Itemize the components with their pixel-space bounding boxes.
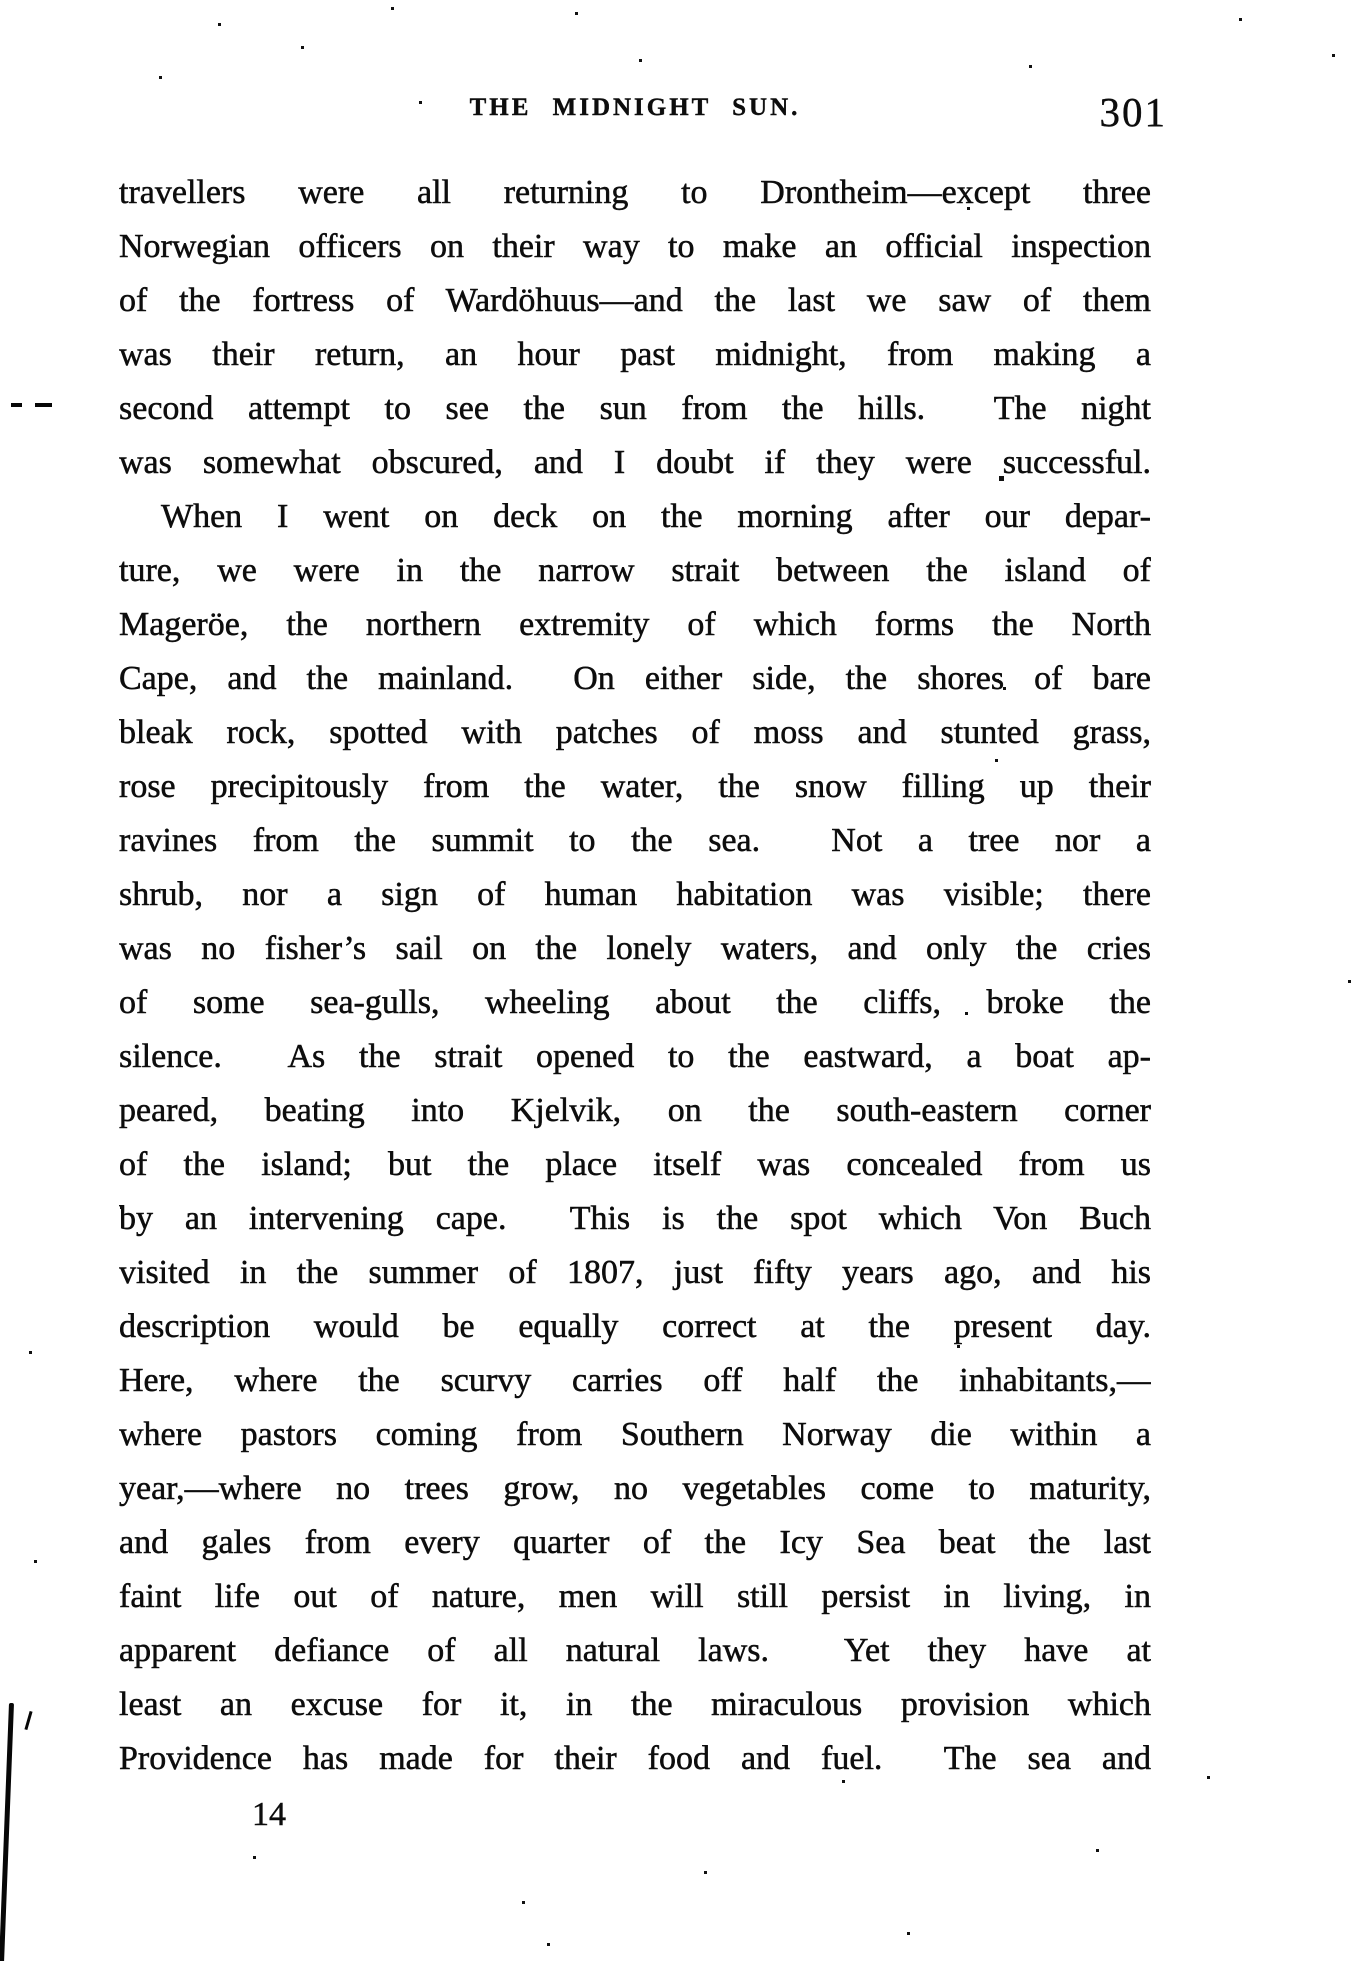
text-line: and gales from every quarter of the Icy Sea beat the last bbox=[119, 1524, 1151, 1561]
text-line: ravines from the summit to the sea. Not a tree nor a bbox=[119, 822, 1151, 859]
margin-mark-dash bbox=[35, 403, 52, 407]
signature-mark: 14 bbox=[252, 1796, 286, 1833]
text-line: year,—where no trees grow, no vegetables come to maturity, bbox=[119, 1470, 1151, 1507]
page-number: 301 bbox=[1099, 89, 1167, 135]
page-body bbox=[119, 166, 1151, 1786]
margin-mark-dash bbox=[11, 403, 22, 407]
running-header-title: THE MIDNIGHT SUN. bbox=[469, 94, 801, 121]
text-line: Norwegian officers on their way to make an official inspection bbox=[119, 228, 1151, 265]
text-line: was no fisher’s sail on the lonely waters, and only the cries bbox=[119, 930, 1151, 967]
text-line: second attempt to see the sun from the hills. The night bbox=[119, 390, 1151, 427]
text-line: peared, beating into Kjelvik, on the south-eastern corner bbox=[119, 1092, 1151, 1129]
text-line: visited in the summer of 1807, just fifty years ago, and his bbox=[119, 1254, 1151, 1291]
text-line: ture, we were in the narrow strait between the island of bbox=[119, 552, 1151, 589]
text-line: was their return, an hour past midnight, from making a bbox=[119, 336, 1151, 373]
text-line: faint life out of nature, men will still persist in living, in bbox=[119, 1578, 1151, 1615]
text-line: bleak rock, spotted with patches of moss and stunted grass, bbox=[119, 714, 1151, 751]
text-line: of the fortress of Wardöhuus—and the last we saw of them bbox=[119, 282, 1151, 319]
text-line: least an excuse for it, in the miraculous provision which bbox=[119, 1686, 1151, 1723]
text-line: Mageröe, the northern extremity of which forms the North bbox=[119, 606, 1151, 643]
margin-mark-slash bbox=[24, 1711, 32, 1730]
text-line: Here, where the scurvy carries off half the inhabitants,— bbox=[119, 1362, 1151, 1399]
text-line: of the island; but the place itself was concealed from us bbox=[119, 1146, 1151, 1183]
text-line: by an intervening cape. This is the spot which Von Buch bbox=[119, 1200, 1151, 1237]
text-line: When I went on deck on the morning after our depar- bbox=[161, 498, 1151, 535]
text-line: where pastors coming from Southern Norway die within a bbox=[119, 1416, 1151, 1453]
text-line: of some sea-gulls, wheeling about the cliffs, broke the bbox=[119, 984, 1151, 1021]
text-line: apparent defiance of all natural laws. Yet they have at bbox=[119, 1632, 1151, 1669]
text-line: Cape, and the mainland. On either side, the shores of bare bbox=[119, 660, 1151, 697]
text-line: travellers were all returning to Drontheim—except three bbox=[119, 174, 1151, 211]
text-line: silence. As the strait opened to the eastward, a boat ap- bbox=[119, 1038, 1151, 1075]
text-line: was somewhat obscured, and I doubt if they were successful. bbox=[119, 444, 1151, 481]
scan-streak-line bbox=[0, 1703, 14, 1961]
text-line: rose precipitously from the water, the snow filling up their bbox=[119, 768, 1151, 805]
text-line: Providence has made for their food and fuel. The sea and bbox=[119, 1740, 1151, 1777]
text-line: description would be equally correct at the present day. bbox=[119, 1308, 1151, 1345]
text-line: shrub, nor a sign of human habitation was visible; there bbox=[119, 876, 1151, 913]
scan-noise-specks bbox=[0, 0, 1, 1]
